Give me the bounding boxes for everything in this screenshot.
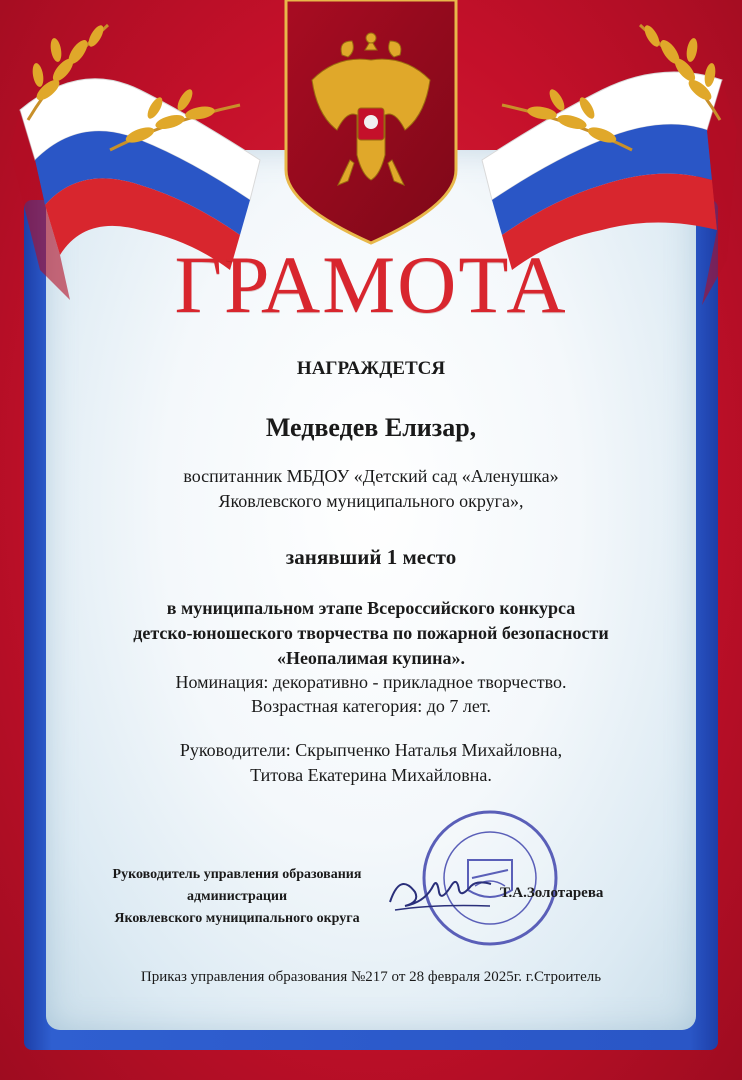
nomination-line: Номинация: декоративно - прикладное творчество. <box>175 672 567 692</box>
pupil-line-2: Яковлевского муниципального округа», <box>218 491 524 511</box>
leaders-line-2: Титова Екатерина Михайловна. <box>250 765 492 785</box>
recipient-name: Медведев Елизар, <box>265 413 477 442</box>
place-line: занявший 1 место <box>285 545 457 569</box>
emblem-shield <box>282 0 460 245</box>
handwritten-signature <box>385 862 505 922</box>
contest-line-1: в муниципальном этапе Всероссийского конкурса <box>166 598 576 618</box>
laurel-branch-right-lower-icon <box>492 80 642 170</box>
awarded-heading: НАГРАЖДЕТСЯ <box>296 358 446 379</box>
contest-line-3: «Неопалимая купина». <box>276 648 466 668</box>
signer-position-line-2: администрации <box>186 889 288 904</box>
contest-line-2: детско-юношеского творчества по пожарной безопасности <box>133 623 609 643</box>
signer-name: Т.А.Золотарева <box>500 885 604 901</box>
pupil-line-1: воспитанник МБДОУ «Детский сад «Аленушка» <box>183 466 559 486</box>
certificate-title: ГРАМОТА <box>174 239 568 330</box>
leaders-line-1: Руководители: Скрыпченко Наталья Михайловна, <box>179 740 563 760</box>
signer-position <box>92 864 382 930</box>
signer-position-line-3: Яковлевского муниципального округа <box>114 911 360 926</box>
order-footer: Приказ управления образования №217 от 28 февраля 2025г. г.Строитель <box>140 969 602 985</box>
signer-position-line-1: Руководитель управления образования <box>112 867 362 882</box>
laurel-branch-left-lower-icon <box>100 80 250 170</box>
age-category-line: Возрастная категория: до 7 лет. <box>251 696 491 716</box>
